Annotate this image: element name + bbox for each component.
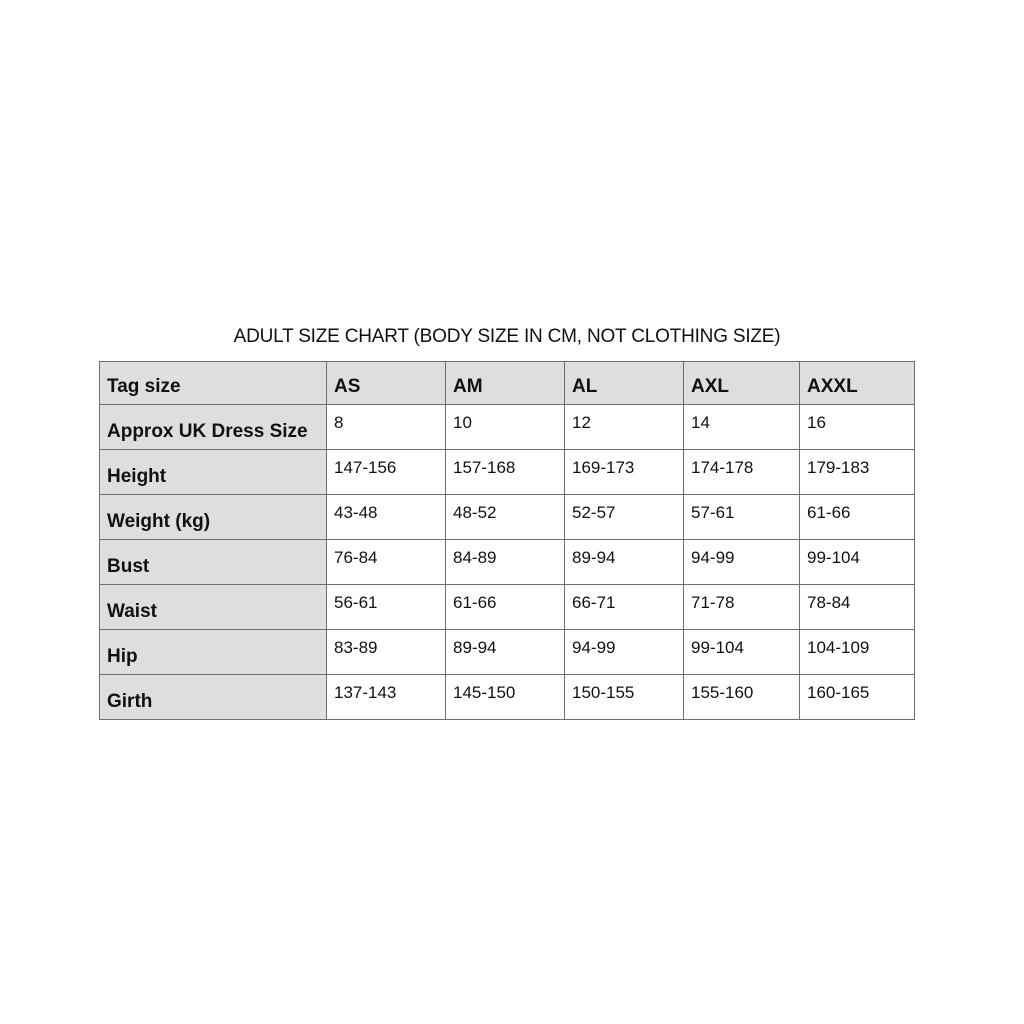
table-cell: 147-156 xyxy=(327,450,446,495)
table-cell: 14 xyxy=(684,405,800,450)
table-cell: 160-165 xyxy=(800,675,915,720)
table-row xyxy=(100,495,915,540)
table-cell: 66-71 xyxy=(565,585,684,630)
table-cell: 76-84 xyxy=(327,540,446,585)
table-cell: 71-78 xyxy=(684,585,800,630)
header-cell-axxl: AXXL xyxy=(800,362,915,405)
row-label-weight: Weight (kg) xyxy=(100,495,327,540)
row-label-girth: Girth xyxy=(100,675,327,720)
table-cell: 52-57 xyxy=(565,495,684,540)
table-cell: 104-109 xyxy=(800,630,915,675)
table-cell: 94-99 xyxy=(684,540,800,585)
row-label-waist: Waist xyxy=(100,585,327,630)
table-cell: 57-61 xyxy=(684,495,800,540)
table-cell: 61-66 xyxy=(446,585,565,630)
table-cell: 137-143 xyxy=(327,675,446,720)
header-cell-axl: AXL xyxy=(684,362,800,405)
table-cell: 99-104 xyxy=(684,630,800,675)
table-cell: 169-173 xyxy=(565,450,684,495)
table-cell: 56-61 xyxy=(327,585,446,630)
table-cell: 83-89 xyxy=(327,630,446,675)
table-row xyxy=(100,585,915,630)
size-table xyxy=(99,361,915,720)
row-label-uk-dress-size: Approx UK Dress Size xyxy=(100,405,327,450)
table-cell: 61-66 xyxy=(800,495,915,540)
table-cell: 99-104 xyxy=(800,540,915,585)
header-cell-al: AL xyxy=(565,362,684,405)
table-cell: 145-150 xyxy=(446,675,565,720)
table-cell: 84-89 xyxy=(446,540,565,585)
table-cell: 78-84 xyxy=(800,585,915,630)
table-cell: 10 xyxy=(446,405,565,450)
table-cell: 174-178 xyxy=(684,450,800,495)
table-cell: 48-52 xyxy=(446,495,565,540)
table-cell: 43-48 xyxy=(327,495,446,540)
table-cell: 12 xyxy=(565,405,684,450)
table-cell: 157-168 xyxy=(446,450,565,495)
table-cell: 16 xyxy=(800,405,915,450)
header-cell-tag-size: Tag size xyxy=(100,362,327,405)
header-cell-am: AM xyxy=(446,362,565,405)
table-cell: 94-99 xyxy=(565,630,684,675)
table-cell: 179-183 xyxy=(800,450,915,495)
row-label-hip: Hip xyxy=(100,630,327,675)
table-cell: 89-94 xyxy=(565,540,684,585)
table-cell: 89-94 xyxy=(446,630,565,675)
header-cell-as: AS xyxy=(327,362,446,405)
row-label-bust: Bust xyxy=(100,540,327,585)
table-cell: 155-160 xyxy=(684,675,800,720)
table-row xyxy=(100,540,915,585)
row-label-height: Height xyxy=(100,450,327,495)
table-cell: 8 xyxy=(327,405,446,450)
table-header-row xyxy=(100,362,915,405)
table-row xyxy=(100,405,915,450)
table-cell: 150-155 xyxy=(565,675,684,720)
table-row xyxy=(100,630,915,675)
table-row xyxy=(100,450,915,495)
chart-title: ADULT SIZE CHART (BODY SIZE IN CM, NOT CLOTHING SIZE) xyxy=(233,326,781,347)
table-row xyxy=(100,675,915,720)
